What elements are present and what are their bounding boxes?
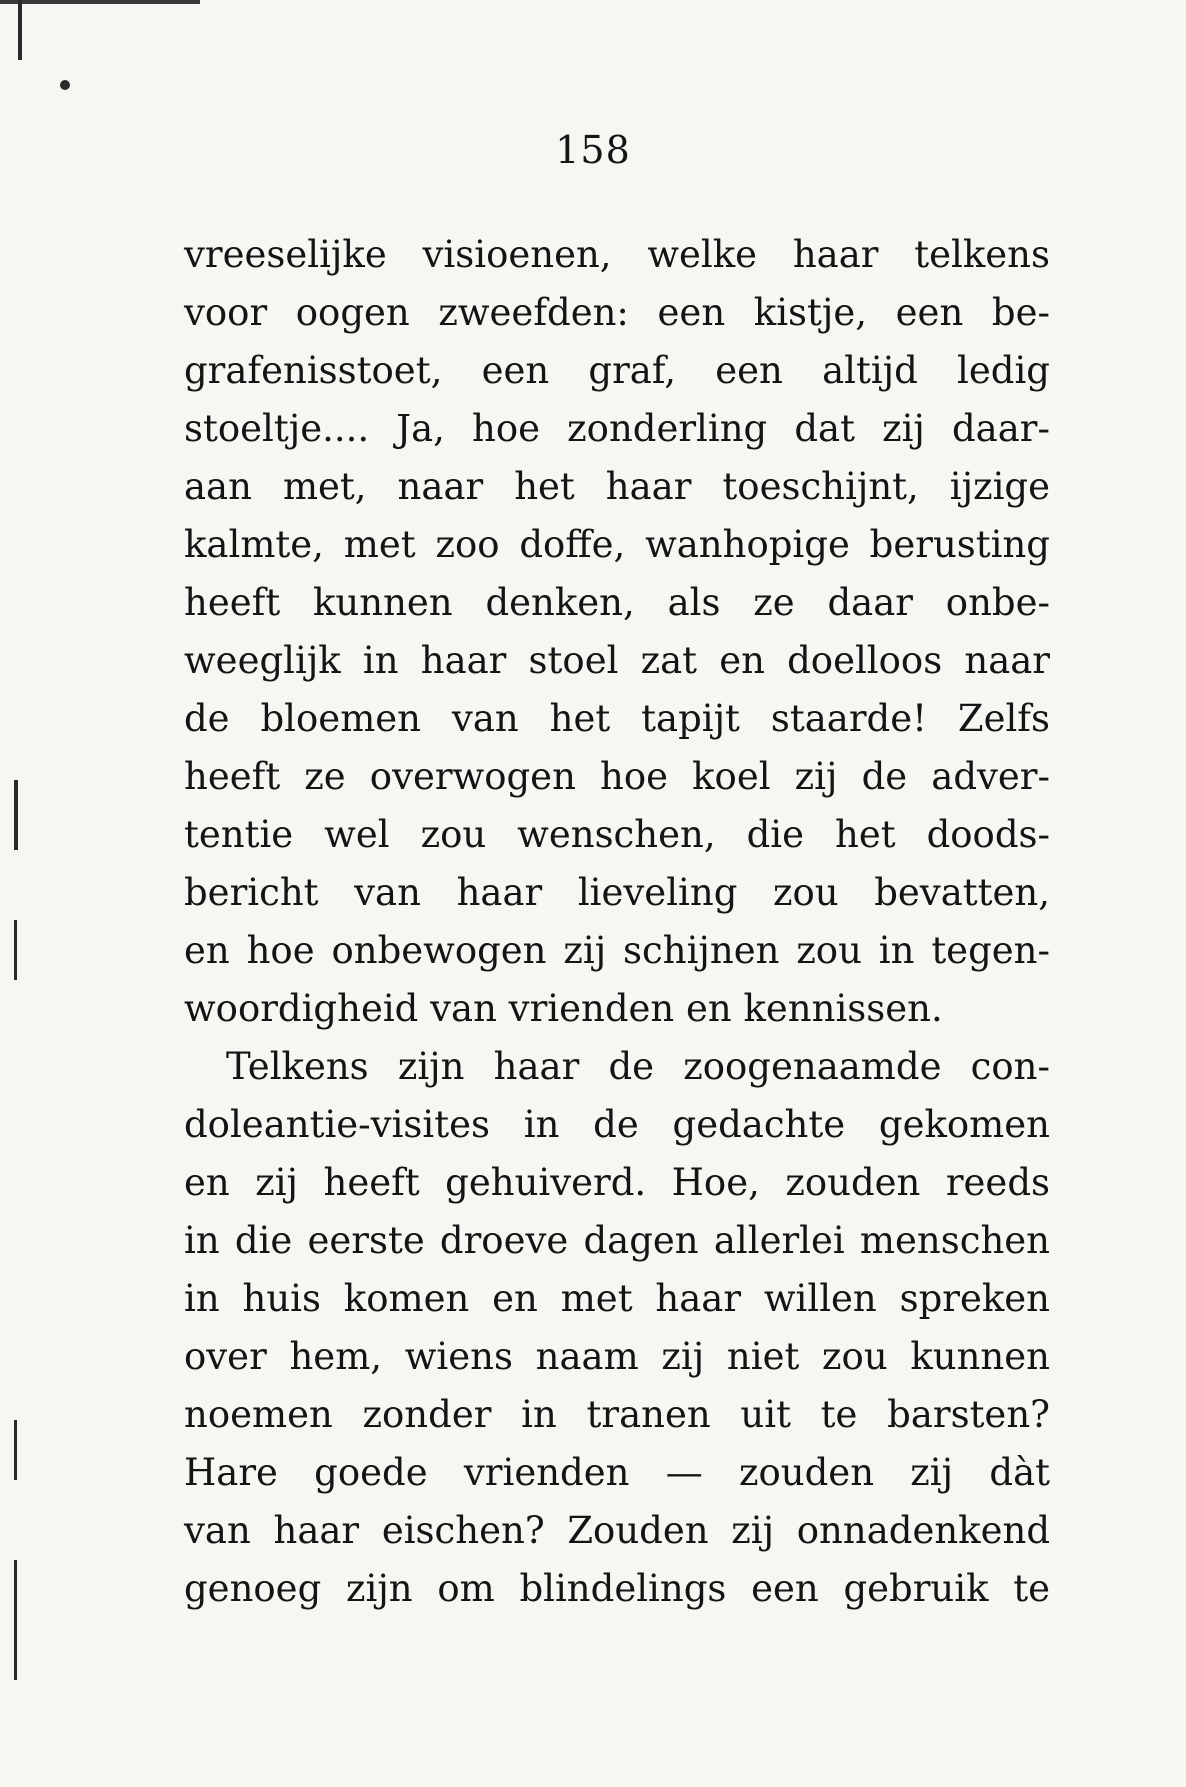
text-line: kalmte, met zoo doffe, wanhopige berusting: [184, 523, 1050, 566]
text-line: van haar eischen? Zouden zij onnadenkend: [184, 1509, 1050, 1552]
text-line: in die eerste droeve dagen allerlei menschen: [184, 1219, 1050, 1262]
text-line: aan met, naar het haar toeschijnt, ijzige: [184, 465, 1050, 508]
page-number: 158: [555, 128, 631, 172]
text-line: over hem, wiens naam zij niet zou kunnen: [184, 1335, 1050, 1378]
text-line: Telkens zijn haar de zoogenaamde con-: [226, 1045, 1050, 1088]
text-line: stoeltje.... Ja, hoe zonderling dat zij daar-: [184, 407, 1050, 450]
text-line: Hare goede vrienden — zouden zij dàt: [184, 1451, 1050, 1494]
scan-margin-artifact: [14, 920, 17, 980]
text-line: weeglijk in haar stoel zat en doelloos naar: [184, 639, 1050, 682]
scan-margin-artifact: [14, 780, 18, 850]
text-line: doleantie-visites in de gedachte gekomen: [184, 1103, 1050, 1146]
text-line: heeft ze overwogen hoe koel zij de adver-: [184, 755, 1050, 798]
text-line: noemen zonder in tranen uit te barsten?: [184, 1393, 1050, 1436]
text-line: genoeg zijn om blindelings een gebruik te: [184, 1567, 1050, 1610]
body-text: [184, 226, 1050, 1618]
text-line: vreeselijke visioenen, welke haar telkens: [184, 233, 1050, 276]
text-line: heeft kunnen denken, als ze daar onbe-: [184, 581, 1050, 624]
text-line: en hoe onbewogen zij schijnen zou in tegen-: [184, 929, 1050, 972]
scan-edge-artifact: [0, 0, 200, 4]
scan-margin-artifact: [14, 1420, 17, 1480]
text-line: in huis komen en met haar willen spreken: [184, 1277, 1050, 1320]
text-line: en zij heeft gehuiverd. Hoe, zouden reeds: [184, 1161, 1050, 1204]
text-line: voor oogen zweefden: een kistje, een be-: [184, 291, 1050, 334]
scan-margin-artifact: [18, 0, 22, 60]
text-line: bericht van haar lieveling zou bevatten,: [184, 871, 1050, 914]
scan-margin-artifact: [14, 1560, 17, 1680]
scan-speck-artifact: [60, 80, 70, 90]
text-line: de bloemen van het tapijt staarde! Zelfs: [184, 697, 1050, 740]
text-line: grafenisstoet, een graf, een altijd ledig: [184, 349, 1050, 392]
text-line: woordigheid van vrienden en kennissen.: [184, 987, 943, 1030]
text-line: tentie wel zou wenschen, die het doods-: [184, 813, 1050, 856]
